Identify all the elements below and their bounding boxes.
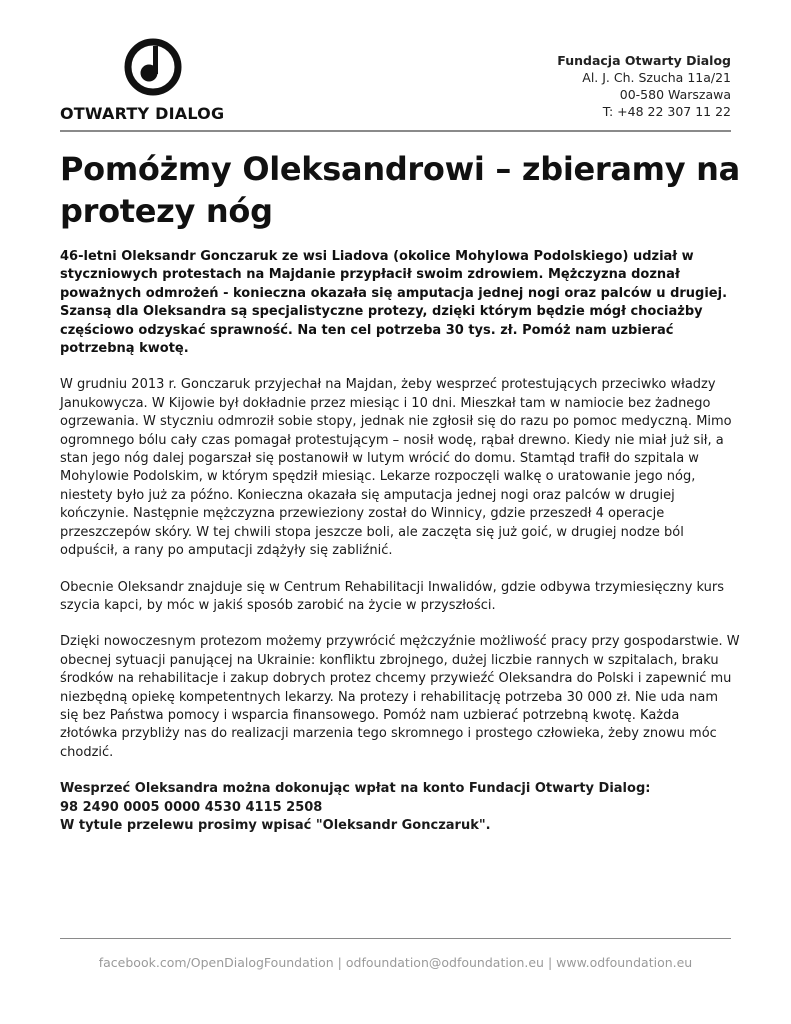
page-title: Pomóżmy Oleksandrowi – zbieramy na protezy nóg [60, 150, 740, 230]
header-divider [60, 130, 731, 132]
paragraph-2: Obecnie Oleksandr znajduje się w Centrum Rehabilitacji Inwalidów, gdzie odbywa trzymiesięczny kurs szycia kapci, by móc w jakiś sposób zarobić na życie w przyszłości. [60, 579, 725, 613]
logo [60, 36, 260, 123]
contact-address-city: 00-580 Warszawa [619, 87, 731, 102]
footer-divider [60, 938, 731, 939]
contact-block [557, 52, 731, 120]
donation-info-line: Wesprzeć Oleksandra można dokonując wpłat na konto Fundacji Otwarty Dialog: [60, 781, 651, 797]
footer-links: facebook.com/OpenDialogFoundation | odfoundation@odfoundation.eu | www.odfoundation.eu [98, 955, 693, 970]
bank-account-number: 98 2490 0005 0000 4530 4115 2508 [60, 799, 323, 815]
paragraph-3: Dzięki nowoczesnym protezom możemy przywrócić mężczyźnie możliwość pracy przy gospodarstwie. W obecnej sytuacji panującej na Ukrainie: konfliktu zbrojnego, dużej liczbie rannych w szpitalach, braku środków na rehabilitacje i zakup dobrych protez chcemy przywieźć Oleksandra do Polski i zapewnić mu niezbędną opiekę kompetentnych lekarzy. Na protezy i rehabilitację potrzeba 30 000 zł. Nie uda nam się bez Państwa pomocy i wsparcia finansowego. Pomóż nam uzbierać potrzebną kwotę. Każda złotówka przybliży nas do realizacji marzenia tego skromnego i prostego człowieka, żeby znowu móc chodzić. [60, 634, 740, 760]
paragraph-1: W grudniu 2013 r. Gonczaruk przyjechał na Majdan, żeby wesprzeć protestujących przeciwko władzy Janukowycza. W Kijowie był dokładnie przez miesiąc i 10 dni. Mieszkał tam w namiocie bez żadnego ogrzewania. W styczniu odmroził sobie stopy, jednak nie zgłosił się do razu po pomoc medyczną. Mimo ogromnego bólu cały czas pomagał protestującym – nosił wodę, rąbał drewno. Kiedy nie miał już sił, a stan jego nóg dalej pogarszał się postanowił w lutym wrócić do domu. Stamtąd trafił do szpitala w Mohylowie Podolskim, w którym spędził miesiąc. Lekarze rozpoczęli walkę o uratowanie jego nóg, niestety było już za późno. Konieczna okazała się amputacja jednej nogi oraz palców w drugiej kończynie. Następnie mężczyzna przewieziony został do Winnicy, gdzie przeszedł 4 operacje przeszczepów skóry. W tej chwili stopa jeszcze boli, ale zaczęta się już goić, w drugiej nodze ból odpuścił, a rany po amputacji zdążyły się zabliźnić. [60, 377, 732, 559]
lead-paragraph: 46-letni Oleksandr Gonczaruk ze wsi Liadova (okolice Mohylowa Podolskiego) udział w styczniowych protestach na Majdanie przypłacił swoim zdrowiem. Mężczyzna doznał poważnych odmrożeń - konieczna okazała się amputacja jednej nogi oraz palców u drugiej. Szansą dla Oleksandra są specjalistyczne protezy, dzięki którym będzie mógł chociażby częściowo odzyskać sprawność. Na ten cel potrzeba 30 tys. zł. Pomóż nam uzbierać potrzebną kwotę. [60, 249, 728, 357]
contact-phone: T: +48 22 307 11 22 [602, 104, 731, 119]
contact-org: Fundacja Otwarty Dialog [557, 53, 731, 68]
contact-address-street: Al. J. Ch. Szucha 11a/21 [582, 70, 731, 85]
transfer-title-instruction: W tytule przelewu prosimy wpisać "Oleksandr Gonczaruk". [60, 817, 491, 833]
logo-text: OTWARTY DIALOG [60, 104, 225, 123]
article-body [60, 248, 740, 835]
open-dialog-logo-icon [122, 36, 184, 98]
